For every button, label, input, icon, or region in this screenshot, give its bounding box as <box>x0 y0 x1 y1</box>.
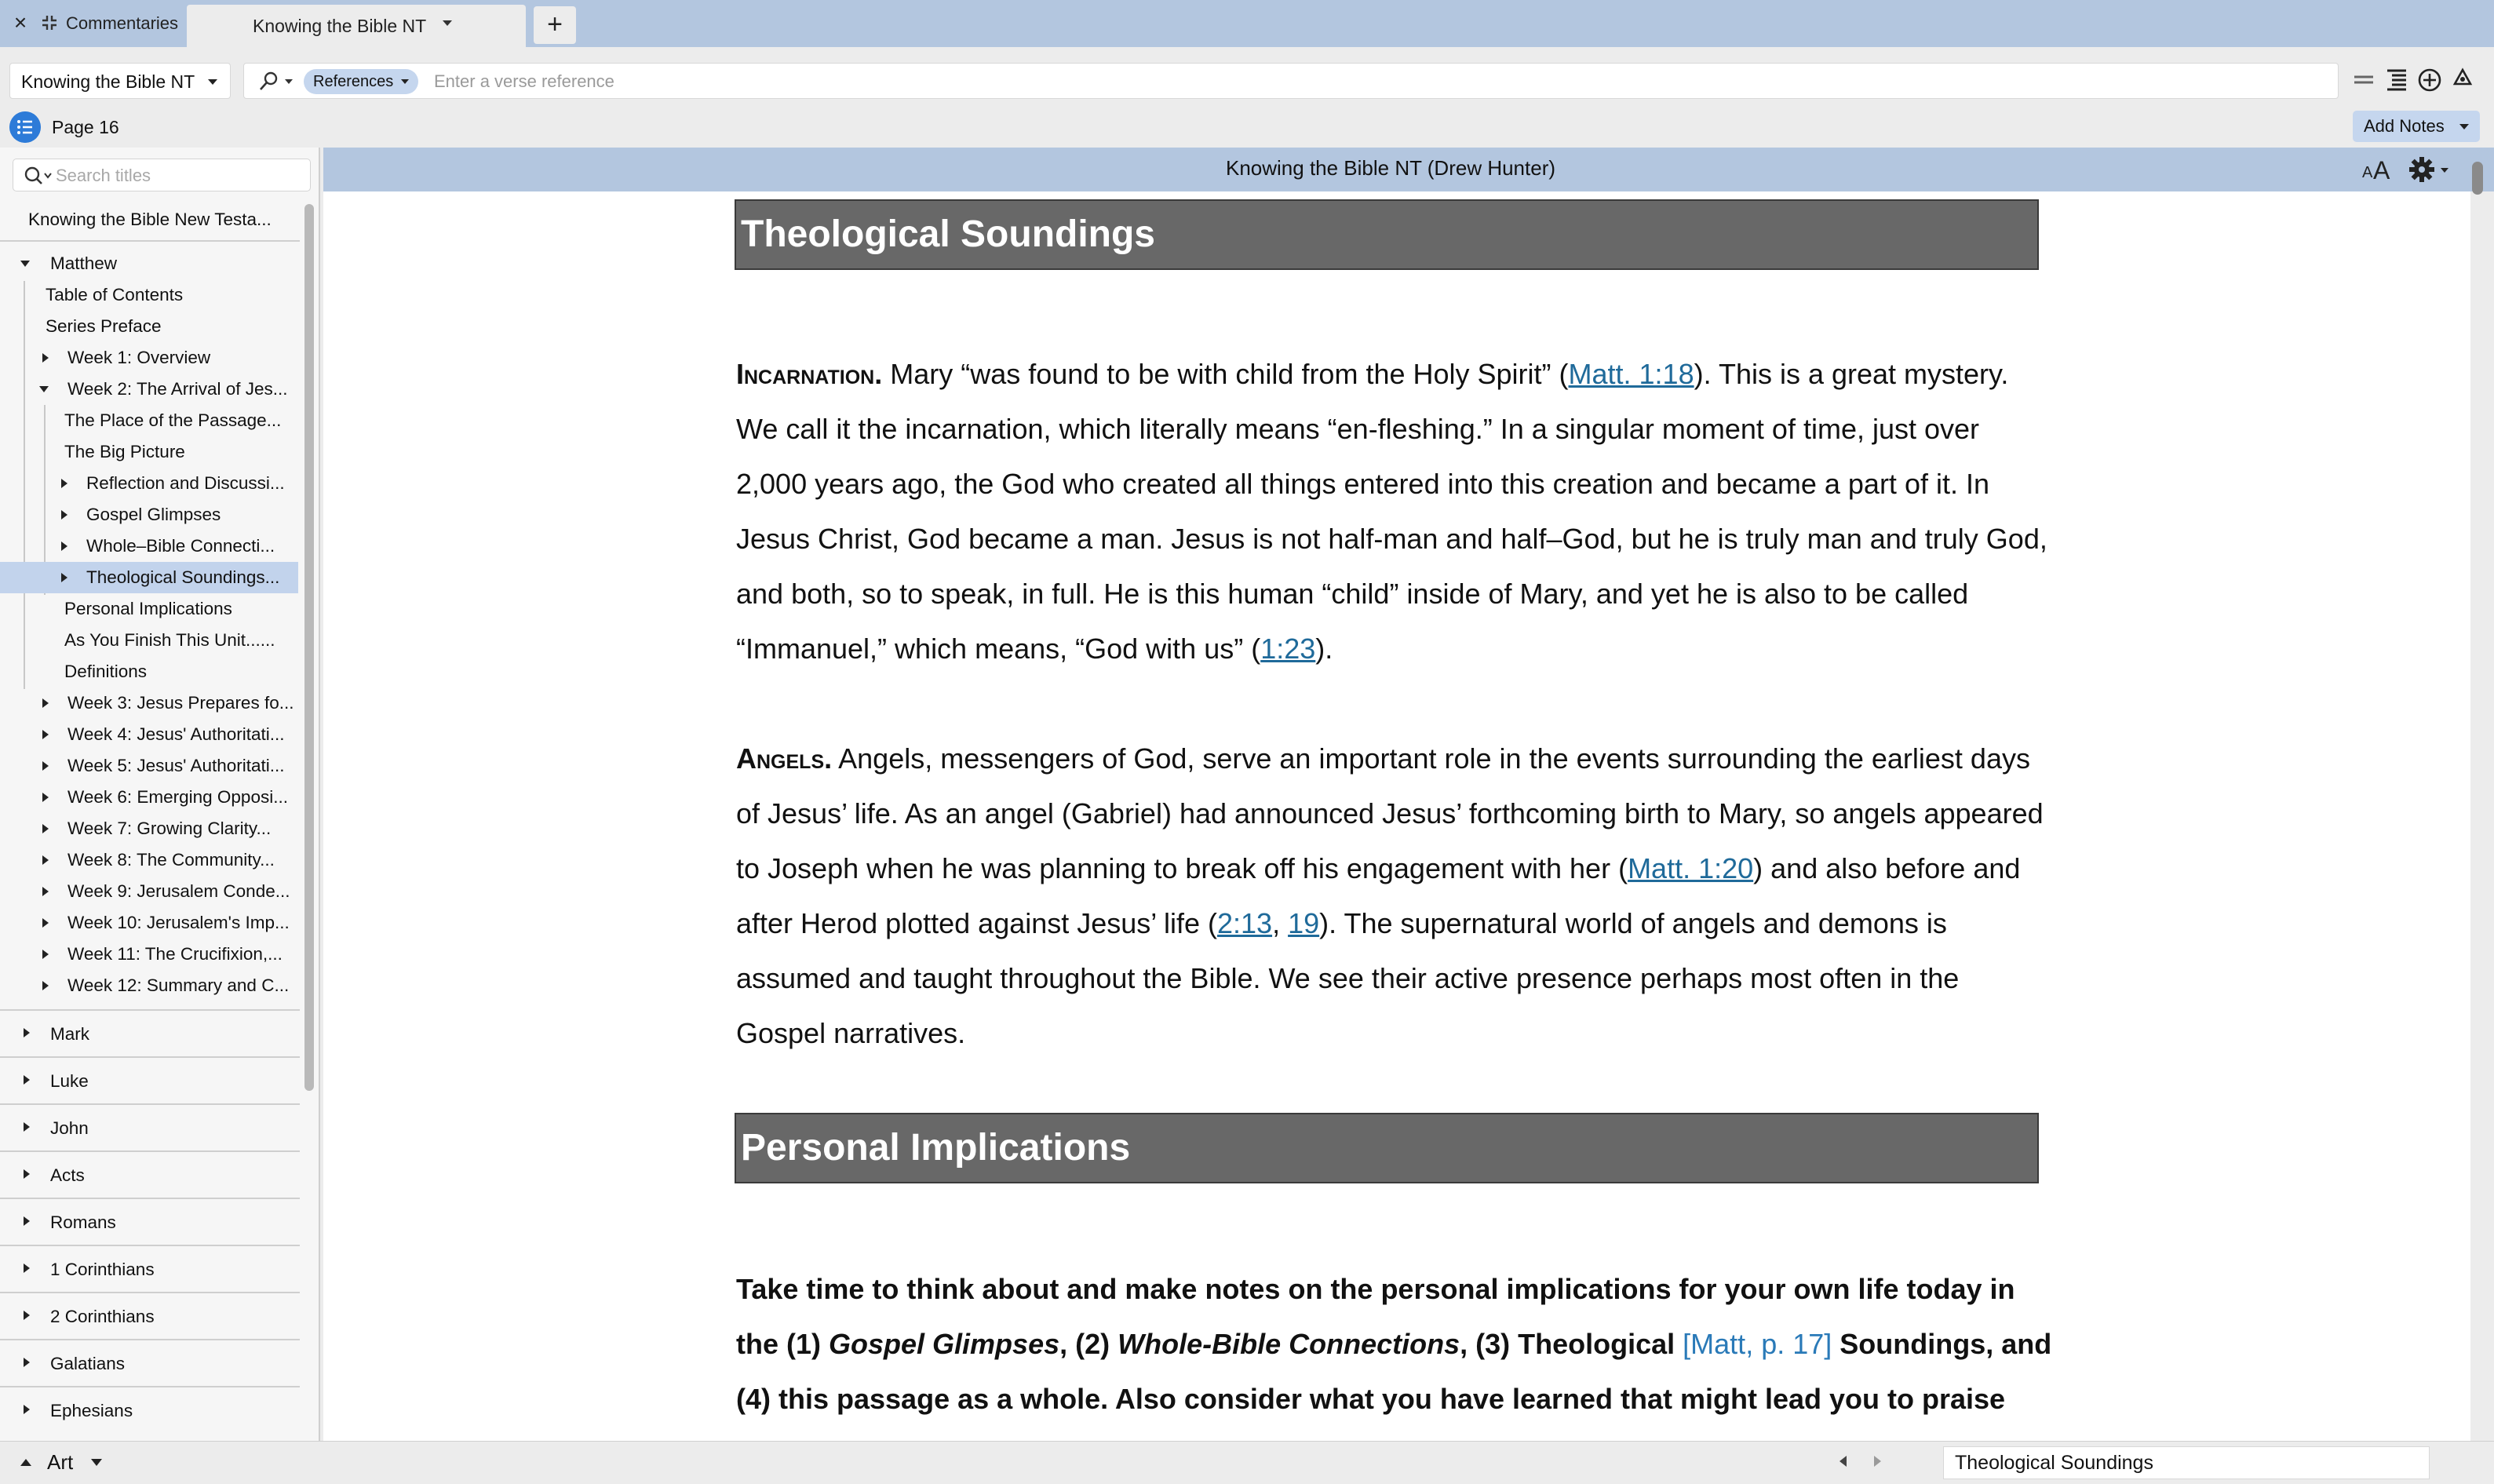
resource-title: Knowing the Bible NT (Drew Hunter) <box>1225 156 1556 180</box>
toc-item-label: Week 5: Jesus' Authoritati... <box>67 756 285 775</box>
section-heading-theological-soundings: Theological Soundings <box>735 199 2039 270</box>
toc-book-ephesians[interactable] <box>16 1394 298 1428</box>
toc-book-acts[interactable] <box>16 1158 298 1193</box>
text: , (2) <box>1059 1328 1118 1360</box>
title-search-input[interactable] <box>54 164 301 188</box>
toc-list-icon[interactable] <box>9 111 41 143</box>
resource-selector[interactable] <box>9 63 231 99</box>
collapse-icon[interactable] <box>39 386 49 392</box>
text: Mary “was found to be with child from the Holy Spirit” ( <box>882 358 1569 390</box>
expand-icon[interactable] <box>42 981 49 990</box>
settings-dropdown-icon[interactable] <box>2441 168 2448 173</box>
toc-book-1-corinthians[interactable] <box>16 1252 298 1287</box>
search-type-label: References <box>313 73 394 90</box>
text: ). This is a great mystery. We call it the incarnation, which literally means “en-fleshing.” In a singular moment of time, just over 2,000 years ago, the God who created all things entered into this creation and became a part of it. In Jesus Christ, God became a man. Jesus is not half-man and half–God, but he is truly man and truly God, and both, so to speak, in full. He is this human “child” inside of Mary, and yet he is also to be called “Immanuel,” which means, “God with us” ( <box>736 358 2047 665</box>
toc-item-label: Mark <box>50 1024 89 1044</box>
toc-item-label: John <box>50 1118 89 1138</box>
toc-sidebar <box>0 148 320 1441</box>
toc-item-week-12[interactable] <box>38 970 298 1001</box>
verse-link-2-13[interactable]: 2:13 <box>1216 907 1273 939</box>
search-options-icon[interactable] <box>285 79 293 84</box>
expand-icon[interactable] <box>24 1169 30 1179</box>
verse-link-19[interactable]: 19 <box>1288 907 1320 939</box>
reference-search-bar <box>243 63 2339 99</box>
divider <box>0 1150 300 1152</box>
toc-item-label: Whole–Bible Connecti... <box>86 536 275 556</box>
title-search-box[interactable] <box>13 159 311 191</box>
gear-icon[interactable] <box>2408 155 2436 184</box>
toc-item-label: Week 4: Jesus' Authoritati... <box>67 724 285 744</box>
text-italic: Whole-Bible Connections <box>1118 1328 1460 1360</box>
term-incarnation: Incarnation. <box>736 358 883 390</box>
toc-book-john[interactable] <box>16 1111 298 1146</box>
toc-item-week-11[interactable] <box>38 939 298 970</box>
toc-item-place-of-passage[interactable]: The Place of the Passage... <box>64 410 282 430</box>
expand-icon[interactable] <box>61 479 67 488</box>
text-italic: Gospel Glimpses <box>829 1328 1060 1360</box>
expand-up-icon[interactable] <box>20 1459 31 1466</box>
search-type-pill[interactable] <box>304 69 418 94</box>
toc-item-big-picture[interactable]: The Big Picture <box>64 442 185 461</box>
collapse-icon[interactable] <box>20 261 30 267</box>
expand-icon[interactable] <box>61 541 67 551</box>
add-notes-label: Add Notes <box>2364 116 2445 136</box>
toc-item-label: Week 8: The Community... <box>67 850 275 870</box>
tab-bar <box>0 0 2494 47</box>
toc-item-label: Week 12: Summary and C... <box>67 975 290 995</box>
divider <box>0 1292 300 1293</box>
toc-item-label: Acts <box>50 1165 85 1185</box>
toc-item-label: Week 6: Emerging Opposi... <box>67 787 288 807</box>
add-tab-button[interactable]: + <box>534 6 576 44</box>
toc-item-week-5[interactable] <box>38 750 298 782</box>
toc-item-label: Week 2: The Arrival of Jes... <box>67 379 288 399</box>
text: Soundings, and (4) this passage as a whole. Also consider what you have learned that might lead you to praise <box>736 1328 2052 1415</box>
verse-link-1-23[interactable]: 1:23 <box>1260 633 1316 665</box>
expand-icon[interactable] <box>42 950 49 959</box>
expand-icon[interactable] <box>61 510 67 520</box>
svg-text:A: A <box>2362 164 2373 181</box>
toc-item-label: Matthew <box>50 253 118 273</box>
table-of-contents-icon[interactable] <box>2383 64 2411 96</box>
add-circle-icon[interactable] <box>2416 64 2444 96</box>
toc-item-series-preface[interactable]: Series Preface <box>46 316 162 336</box>
toc-item-label: Luke <box>50 1071 89 1091</box>
toc-item-week-3[interactable] <box>38 687 298 719</box>
divider <box>0 1198 300 1199</box>
toc-item-label: Week 11: The Crucifixion,... <box>67 944 283 964</box>
text: Angels, messengers of God, serve an important role in the events surrounding the earliest days of Jesus’ life. As an angel (Gabriel) had announced Jesus’ forthcoming birth to Mary, so angels appeared to Joseph when he was planning to break off his engagement with her ( <box>736 742 2044 884</box>
toc-item-reflection[interactable] <box>57 468 298 499</box>
divider <box>0 1339 300 1340</box>
expand-icon[interactable] <box>61 573 67 582</box>
svg-text:A: A <box>2373 156 2390 184</box>
toc-item-week-6[interactable] <box>38 782 298 813</box>
sidebar-scrollbar[interactable] <box>304 204 314 1091</box>
paragraph-incarnation <box>736 347 2055 676</box>
toc-item-label: Ephesians <box>50 1401 133 1420</box>
toc-book-matthew[interactable] <box>16 248 298 279</box>
paragraph-implications <box>736 1262 2055 1427</box>
expand-icon[interactable] <box>24 1122 30 1132</box>
verse-reference-input[interactable] <box>432 68 2319 95</box>
tree-guide <box>24 281 25 689</box>
previous-section-icon[interactable] <box>1840 1456 1847 1467</box>
section-heading-personal-implications: Personal Implications <box>735 1113 2039 1183</box>
toc-item-label: 2 Corinthians <box>50 1307 155 1326</box>
font-size-icon[interactable] <box>2361 154 2397 185</box>
search-icon <box>21 165 53 187</box>
toolbar <box>0 47 2494 110</box>
toc-item-label: Gospel Glimpses <box>86 505 221 524</box>
page-number: Page 16 <box>52 117 119 137</box>
toc-item-personal-implications[interactable]: Personal Implications <box>64 599 232 618</box>
chevron-down-icon <box>208 79 217 85</box>
expand-icon[interactable] <box>24 1075 30 1085</box>
expand-icon[interactable] <box>24 1311 30 1320</box>
chevron-down-icon <box>2459 124 2469 129</box>
toc-item-week-9[interactable] <box>38 876 298 907</box>
status-bar <box>0 1441 2494 1484</box>
reader-content <box>323 191 2470 1441</box>
expand-icon[interactable] <box>42 793 49 802</box>
expand-icon[interactable] <box>24 1028 30 1037</box>
expand-icon[interactable] <box>42 887 49 896</box>
text: ) and also before and after Herod plotted against Jesus’ life ( <box>736 852 2021 939</box>
expand-icon[interactable] <box>42 698 49 708</box>
toc-book-galatians[interactable] <box>16 1347 298 1381</box>
toc-item-week-8[interactable] <box>38 844 298 876</box>
verse-link-matt-1-20[interactable]: Matt. 1:20 <box>1628 852 1754 884</box>
toc-item-label: Reflection and Discussi... <box>86 473 285 493</box>
tab-dropdown-icon[interactable] <box>443 20 452 26</box>
expand-icon[interactable] <box>42 824 49 833</box>
toc-item-label: Theological Soundings... <box>86 567 280 587</box>
divider <box>0 1386 300 1387</box>
toc-item-week-10[interactable] <box>38 907 298 939</box>
text: Take time to think about and make notes on the personal implications for your own life today in the (1) <box>736 1273 2015 1360</box>
toc-item-label: Week 1: Overview <box>67 348 211 367</box>
detach-panel-icon[interactable] <box>41 14 58 31</box>
tab-knowing-the-bible-nt[interactable] <box>187 5 526 47</box>
sync-icon[interactable] <box>2448 64 2477 96</box>
toc-item-label: 1 Corinthians <box>50 1260 155 1279</box>
text: ). The supernatural world of angels and demons is assumed and taught throughout the Bible. We see their active presence perhaps most often in the Gospel narratives. <box>736 907 1960 1049</box>
reader-scrollbar[interactable] <box>2472 162 2483 195</box>
toc-item-gospel-glimpses[interactable] <box>57 499 298 531</box>
toc-root[interactable]: Knowing the Bible New Testa... <box>28 210 272 229</box>
verse-link-matt-1-18[interactable]: Matt. 1:18 <box>1568 358 1694 390</box>
reader-header <box>323 148 2494 191</box>
text: ). <box>1315 633 1333 665</box>
toc-item-table-of-contents[interactable]: Table of Contents <box>46 285 184 304</box>
expand-icon[interactable] <box>24 1358 30 1367</box>
panel-label: Commentaries <box>66 13 179 33</box>
toc-item-whole-bible[interactable] <box>57 531 298 562</box>
divider <box>0 1056 300 1058</box>
toc-item-label: Galatians <box>50 1354 126 1373</box>
add-notes-button[interactable] <box>2353 111 2480 142</box>
divider <box>0 1103 300 1105</box>
toc-book-luke[interactable] <box>16 1064 298 1099</box>
text: , <box>1272 907 1289 939</box>
tab-label: Knowing the Bible NT <box>253 16 427 36</box>
toc-item-week-4[interactable] <box>38 719 298 750</box>
expand-icon[interactable] <box>42 730 49 739</box>
chevron-down-icon <box>401 79 409 84</box>
expand-icon[interactable] <box>24 1263 30 1273</box>
toc-item-week-1[interactable] <box>38 342 298 374</box>
expand-icon[interactable] <box>24 1405 30 1414</box>
page-reference-link[interactable]: [Matt, p. 17] <box>1683 1328 1832 1360</box>
toc-item-label: Week 7: Growing Clarity... <box>67 819 272 838</box>
toc-item-definitions[interactable]: Definitions <box>64 662 148 681</box>
close-panel-icon[interactable]: × <box>13 10 27 35</box>
toc-item-label: Romans <box>50 1212 116 1232</box>
toc-item-theological-soundings[interactable] <box>0 562 298 593</box>
toc-book-romans[interactable] <box>16 1205 298 1240</box>
toc-book-mark[interactable] <box>16 1017 298 1052</box>
toc-book-2-corinthians[interactable] <box>16 1300 298 1334</box>
term-angels: Angels. <box>736 742 833 775</box>
search-icon[interactable] <box>257 70 280 93</box>
expand-icon[interactable] <box>42 353 49 363</box>
expand-icon[interactable] <box>42 855 49 865</box>
chevron-down-icon[interactable] <box>91 1459 102 1466</box>
divider <box>0 1009 300 1011</box>
toc-item-as-you-finish[interactable]: As You Finish This Unit...... <box>64 630 275 650</box>
art-panel-label[interactable]: Art <box>47 1450 74 1474</box>
paragraph-angels <box>736 731 2055 1061</box>
divider <box>0 240 300 242</box>
resource-name: Knowing the Bible NT <box>21 71 195 92</box>
divider <box>0 1245 300 1246</box>
text: , (3) Theological <box>1460 1328 1683 1360</box>
next-section-icon[interactable] <box>1874 1456 1881 1467</box>
expand-icon[interactable] <box>42 918 49 928</box>
current-section-field[interactable]: Theological Soundings <box>1943 1446 2430 1479</box>
expand-icon[interactable] <box>24 1216 30 1226</box>
toc-item-label: Week 3: Jesus Prepares fo... <box>67 693 294 713</box>
toc-item-label: Week 10: Jerusalem's Imp... <box>67 913 290 932</box>
page-row <box>0 110 2494 148</box>
expand-icon[interactable] <box>42 761 49 771</box>
toc-item-week-2[interactable] <box>38 374 298 405</box>
parallel-resources-icon[interactable] <box>2350 64 2378 96</box>
toc-item-label: Week 9: Jerusalem Conde... <box>67 881 290 901</box>
toc-item-week-7[interactable] <box>38 813 298 844</box>
